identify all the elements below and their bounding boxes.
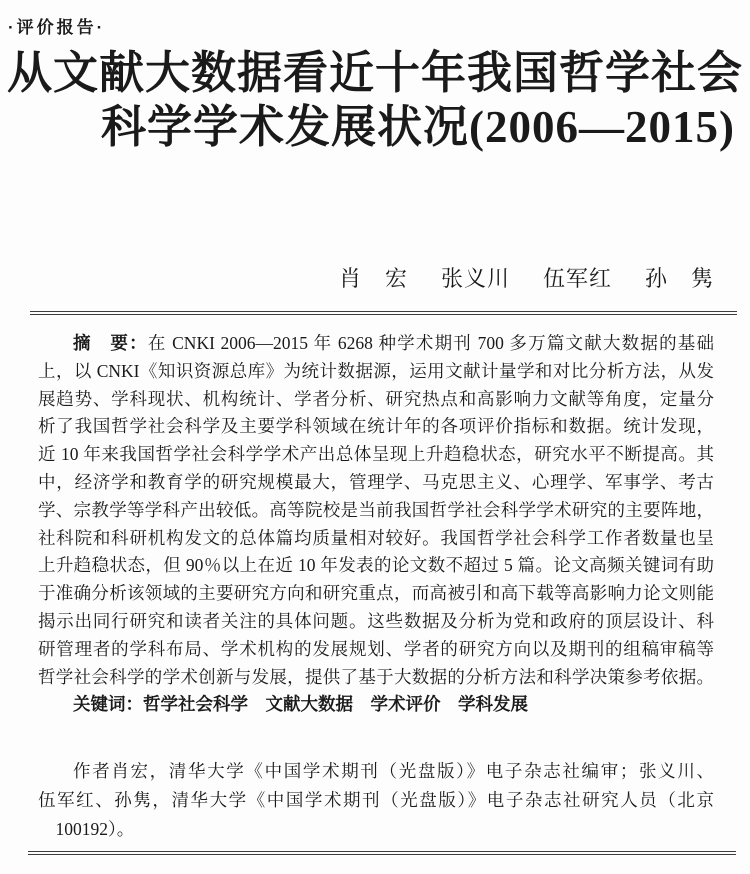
paper-title-line-1: 从文献大数据看近十年我国哲学社会	[6, 48, 743, 98]
author-bio	[38, 757, 714, 844]
abstract-line: 中，经济学和教育学的研究规模最大，管理学、马克思主义、心理学、军事学、考古	[38, 471, 714, 492]
author-row	[0, 264, 750, 294]
keywords-label: 关键词：	[73, 694, 143, 715]
abstract-line: 学、宗教学等学科产出较低。高等院校是当前我国哲学社会科学学术研究的主要阵地，	[38, 499, 714, 520]
author-bio-line: 100192）。	[55, 819, 135, 840]
abstract-line: 研管理者的学科布局、学术机构的发展规划、学者的研究方向以及期刊的组稿审稿等	[38, 638, 714, 659]
paper-title-line-2: 科学学术发展状况(2006—2015)	[101, 102, 735, 152]
abstract-line: 揭示出同行研究和读者关注的具体问题。这些数据及分析为党和政府的顶层设计、科	[38, 610, 714, 631]
keywords-line	[38, 691, 714, 719]
abstract-line: 近 10 年来我国哲学社会科学学术产出总体呈现上升趋稳状态，研究水平不断提高。其	[38, 444, 714, 465]
category-label: ·评价报告·	[8, 18, 106, 37]
abstract-line: 展趋势、学科现状、机构统计、学者分析、研究热点和高影响力文献等角度，定量分	[38, 388, 714, 409]
abstract-line: 哲学社会科学的学术创新与发展，提供了基于大数据的分析方法和科学决策参考依据。	[38, 666, 714, 687]
abstract-line: 于准确分析该领域的主要研究方向和研究重点，而高被引和高下载等高影响力论文则能	[38, 583, 714, 604]
author-name: 张义川	[440, 266, 510, 291]
author-name: 肖 宏	[338, 266, 408, 291]
divider-top	[30, 311, 737, 315]
author-name: 伍军红	[542, 266, 612, 291]
abstract-text: 在 CNKI 2006—2015 年 6268 种学术期刊 700 多万篇文献大数据的基础	[147, 333, 715, 353]
keyword: 文献大数据	[265, 694, 353, 715]
abstract-label: 摘 要：	[73, 333, 148, 353]
author-name: 孙 隽	[644, 266, 714, 291]
abstract-line: 析了我国哲学社会科学及主要学科领域在统计年的各项评价指标和数据。统计发现，	[38, 416, 714, 437]
author-bio-line: 伍军红、孙隽，清华大学《中国学术期刊（光盘版）》电子杂志社研究人员（北京	[38, 790, 714, 811]
keyword: 学术评价	[370, 694, 441, 715]
abstract-line: 上，以 CNKI《知识资源总库》为统计数据源，运用文献计量学和对比分析方法，从发	[38, 360, 714, 381]
divider-bottom	[28, 851, 736, 855]
abstract-line	[38, 330, 714, 358]
abstract-block	[38, 330, 714, 719]
abstract-line: 上升趋稳状态，但 90％以上在近 10 年发表的论文数不超过 5 篇。论文高频关键词有助	[38, 555, 714, 576]
keyword: 学科发展	[458, 694, 528, 715]
keyword: 哲学社会科学	[143, 694, 248, 715]
abstract-line: 社科院和科研机构发文的总体篇均质量相对较好。我国哲学社会科学工作者数量也呈	[38, 527, 714, 548]
author-bio-line: 作者肖宏，清华大学《中国学术期刊（光盘版）》电子杂志社编审；张义川、	[73, 761, 714, 782]
paper-title	[0, 0, 750, 154]
